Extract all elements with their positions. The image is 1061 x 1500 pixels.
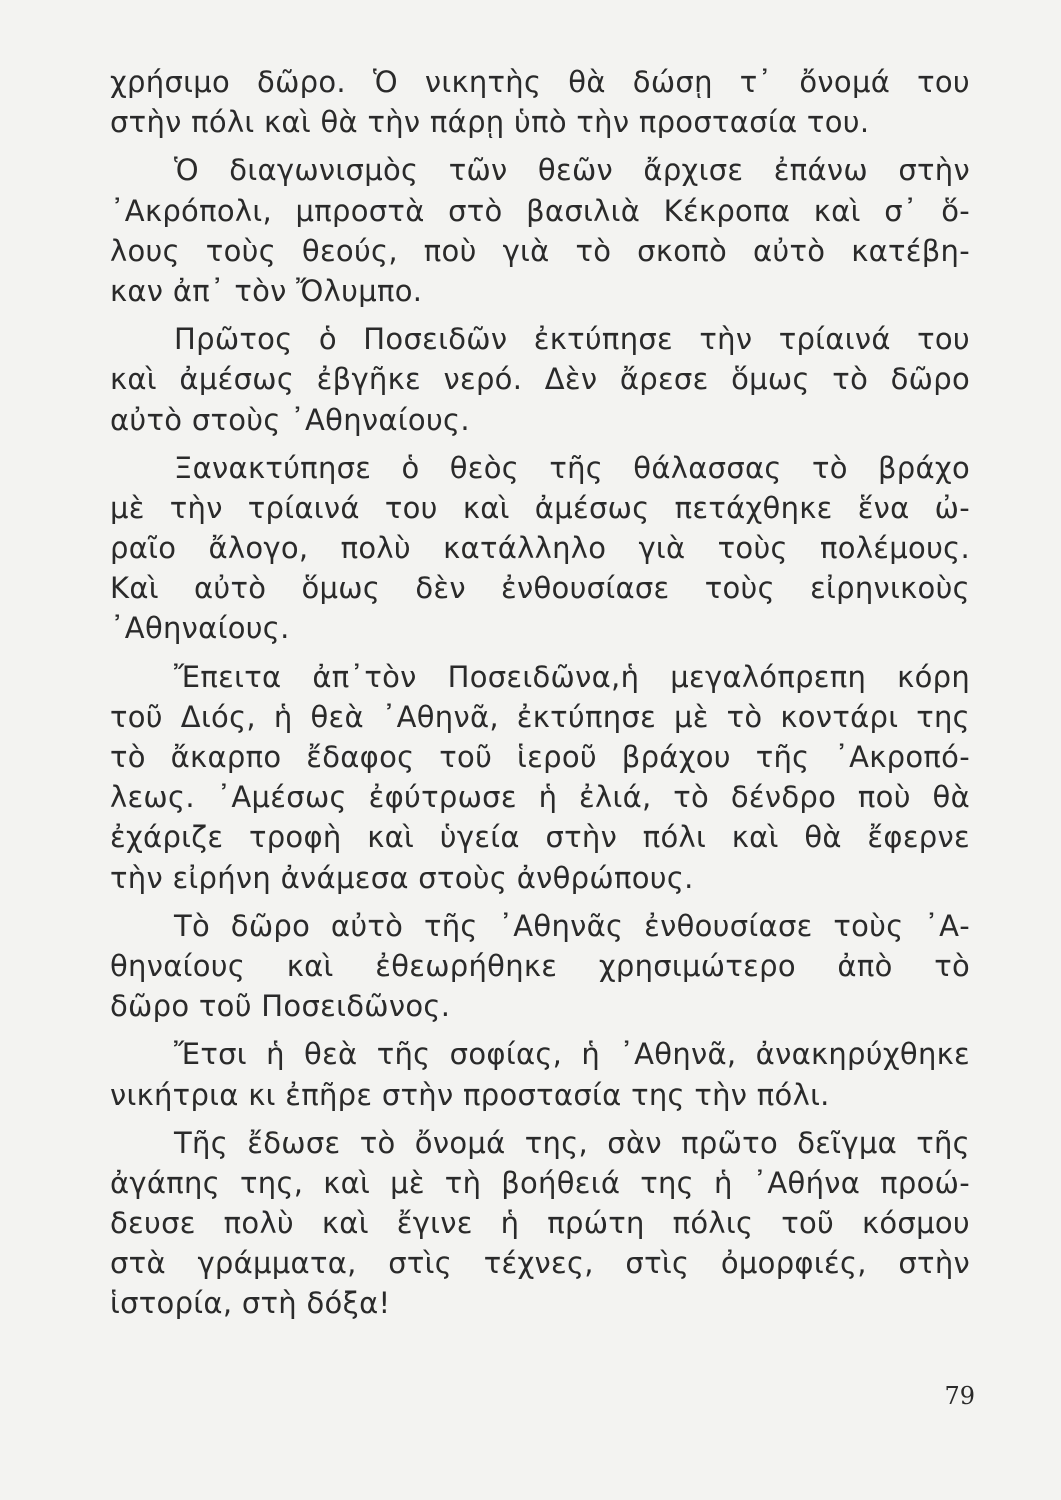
paragraph-8 xyxy=(110,1123,970,1324)
text-line: λεως. ᾽Αμέσως ἐφύτρωσε ἡ ἐλιά, τὸ δένδρο ποὺ θὰ xyxy=(110,780,970,815)
text-line: ἀγάπης της, καὶ μὲ τὴ βοήθειά της ἡ ᾽Αθήνα προώ- xyxy=(110,1165,970,1200)
text-line: μὲ τὴν τρίαινά του καὶ ἀμέσως πετάχθηκε ἕνα ὠ- xyxy=(110,490,970,525)
paragraph-7 xyxy=(110,1034,970,1114)
text-line: αὐτὸ στοὺς ᾽Αθηναίους. xyxy=(110,402,470,437)
paragraph-2 xyxy=(110,150,970,311)
paragraph-1 xyxy=(110,62,970,142)
text-line: Ἔτσι ἡ θεὰ τῆς σοφίας, ἡ ᾽Αθηνᾶ, ἀνακηρύχθηκε xyxy=(174,1037,970,1072)
page-number: 79 xyxy=(944,1382,975,1410)
text-line: Ξανακτύπησε ὁ θεὸς τῆς θάλασσας τὸ βράχο xyxy=(174,450,970,485)
text-line: τὸ ἄκαρπο ἔδαφος τοῦ ἱεροῦ βράχου τῆς ᾽Ακροπό- xyxy=(110,740,970,774)
text-line: Καὶ αὐτὸ ὅμως δὲν ἐνθουσίασε τοὺς εἰρηνικοὺς xyxy=(110,571,970,606)
text-line: νικήτρια κι ἐπῆρε στὴν προστασία της τὴν πόλι. xyxy=(110,1077,830,1112)
text-line: Ὁ διαγωνισμὸς τῶν θεῶν ἄρχισε ἐπάνω στὴν xyxy=(174,153,970,188)
text-line: ἐχάριζε τροφὴ καὶ ὑγεία στὴν πόλι καὶ θὰ ἔφερνε xyxy=(110,820,970,855)
text-line: Πρῶτος ὁ Ποσειδῶν ἐκτύπησε τὴν τρίαινά του xyxy=(174,322,970,357)
text-line: ἱστορία, στὴ δόξα! xyxy=(110,1286,391,1321)
text-line: ᾽Ακρόπολι, μπροστὰ στὸ βασιλιὰ Κέκροπα καὶ σ᾽ ὅ- xyxy=(110,193,970,228)
text-line: τοῦ Διός, ἡ θεὰ ᾽Αθηνᾶ, ἐκτύπησε μὲ τὸ κοντάρι της xyxy=(110,699,970,734)
text-line: στὰ γράμματα, στὶς τέχνες, στὶς ὀμορφιές, στὴν xyxy=(110,1246,970,1281)
text-line: τὴν εἰρήνη ἀνάμεσα στοὺς ἀνθρώπους. xyxy=(110,860,694,895)
paragraph-5 xyxy=(110,657,970,898)
text-line: δῶρο τοῦ Ποσειδῶνος. xyxy=(110,989,451,1024)
text-line: καὶ ἀμέσως ἐβγῆκε νερό. Δὲν ἄρεσε ὅμως τὸ δῶρο xyxy=(110,362,970,397)
text-line: λους τοὺς θεούς, ποὺ γιὰ τὸ σκοπὸ αὐτὸ κατέβη- xyxy=(110,233,970,268)
paragraph-4 xyxy=(110,448,970,649)
body-text xyxy=(110,62,970,1332)
text-line: ραῖο ἄλογο, πολὺ κατάλληλο γιὰ τοὺς πολέμους. xyxy=(110,531,970,566)
text-line: Τὸ δῶρο αὐτὸ τῆς ᾽Αθηνᾶς ἐνθουσίασε τοὺς ᾽Α- xyxy=(174,908,970,943)
text-line: Τῆς ἔδωσε τὸ ὄνομά της, σὰν πρῶτο δεῖγμα τῆς xyxy=(174,1125,970,1160)
text-line: ᾽Αθηναίους. xyxy=(110,611,290,646)
text-line: δευσε πολὺ καὶ ἔγινε ἡ πρώτη πόλις τοῦ κόσμου xyxy=(110,1206,970,1241)
text-line: χρήσιμο δῶρο. Ὁ νικητὴς θὰ δώσῃ τ᾽ ὄνομά του xyxy=(110,65,970,99)
text-line: στὴν πόλι καὶ θὰ τὴν πάρῃ ὑπὸ τὴν προστασία του. xyxy=(110,105,870,140)
text-line: θηναίους καὶ ἐθεωρήθηκε χρησιμώτερο ἀπὸ τὸ xyxy=(110,948,970,983)
text-line: Ἔπειτα ἀπ᾽τὸν Ποσειδῶνα,ἡ μεγαλόπρεπη κόρη xyxy=(174,659,970,694)
paragraph-6 xyxy=(110,906,970,1027)
paragraph-3 xyxy=(110,319,970,440)
text-line: καν ἀπ᾽ τὸν Ὄλυμπο. xyxy=(110,273,423,308)
